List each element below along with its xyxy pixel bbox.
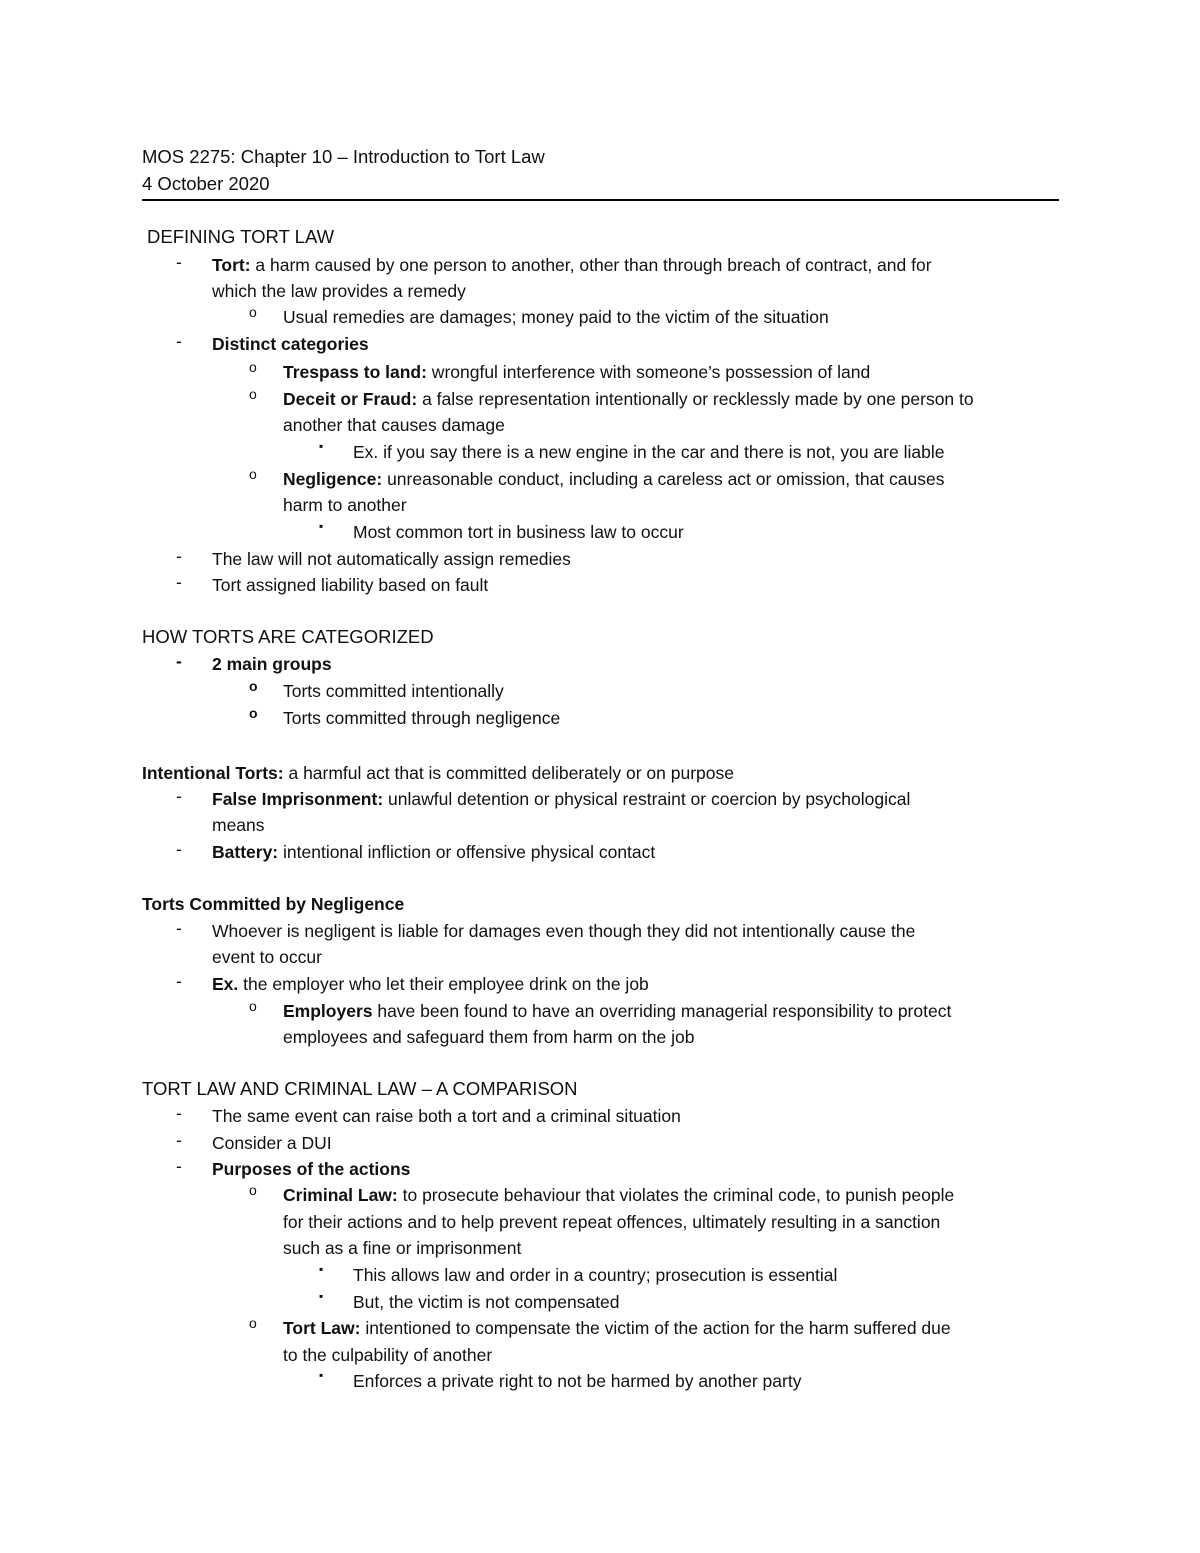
list-item-continuation: harm to another: [283, 495, 407, 515]
square-bullet: ▪: [319, 1262, 324, 1276]
list-item: Consider a DUI: [212, 1133, 332, 1153]
list-item-continuation: such as a fine or imprisonment: [283, 1238, 522, 1258]
circle-bullet: o: [249, 678, 258, 694]
term: Tort Law:: [283, 1318, 361, 1338]
term: Trespass to land:: [283, 362, 427, 382]
list-item-continuation: employees and safeguard them from harm on the job: [283, 1027, 695, 1047]
list-item: Negligence: unreasonable conduct, including a careless act or omission, that causes: [283, 469, 945, 489]
dash-bullet: -: [176, 546, 182, 566]
term: Employers: [283, 1001, 373, 1021]
circle-bullet: o: [249, 386, 257, 402]
term: False Imprisonment:: [212, 789, 384, 809]
list-item-continuation: means: [212, 815, 265, 835]
term: Intentional Torts:: [142, 763, 284, 783]
square-bullet: ▪: [319, 1289, 324, 1303]
section-heading-categorized: HOW TORTS ARE CATEGORIZED: [142, 626, 434, 647]
list-item: Usual remedies are damages; money paid to the victim of the situation: [283, 307, 829, 327]
dash-bullet: -: [176, 1103, 182, 1123]
list-item: False Imprisonment: unlawful detention or physical restraint or coercion by psychological: [212, 789, 911, 809]
list-item: Torts committed intentionally: [283, 681, 504, 701]
dash-bullet: -: [176, 839, 182, 859]
list-item: This allows law and order in a country; prosecution is essential: [353, 1265, 838, 1285]
list-item: The law will not automatically assign remedies: [212, 549, 571, 569]
list-item: Deceit or Fraud: a false representation intentionally or recklessly made by one person to: [283, 389, 974, 409]
circle-bullet: o: [249, 705, 258, 721]
list-item: Whoever is negligent is liable for damages even though they did not intentionally cause the: [212, 921, 916, 941]
list-item: Battery: intentional infliction or offensive physical contact: [212, 842, 656, 862]
list-item-continuation: for their actions and to help prevent repeat offences, ultimately resulting in a sanction: [283, 1212, 941, 1232]
list-item: Most common tort in business law to occur: [353, 522, 684, 542]
list-item: The same event can raise both a tort and a criminal situation: [212, 1106, 681, 1126]
document-date: 4 October 2020: [142, 173, 270, 194]
dash-bullet: -: [176, 918, 182, 938]
circle-bullet: o: [249, 998, 257, 1014]
document-header: [142, 143, 1059, 201]
term: Battery:: [212, 842, 279, 862]
circle-bullet: o: [249, 466, 257, 482]
dash-bullet: -: [176, 1156, 182, 1176]
circle-bullet: o: [249, 359, 257, 375]
list-item: [212, 1156, 410, 1182]
list-item-continuation: which the law provides a remedy: [212, 281, 466, 301]
term: Criminal Law:: [283, 1185, 398, 1205]
list-item: Ex. if you say there is a new engine in the car and there is not, you are liable: [353, 442, 945, 462]
list-item-continuation: another that causes damage: [283, 415, 505, 435]
dash-bullet: -: [176, 971, 182, 991]
circle-bullet: o: [249, 1182, 257, 1198]
list-item: Tort assigned liability based on fault: [212, 575, 489, 595]
term: Ex.: [212, 974, 239, 994]
dash-bullet: -: [176, 651, 182, 671]
square-bullet: ▪: [319, 439, 324, 453]
square-bullet: ▪: [319, 1368, 324, 1382]
section-heading-negligence: Torts Committed by Negligence: [142, 894, 405, 914]
term: Distinct categories: [212, 334, 369, 354]
square-bullet: ▪: [319, 519, 324, 533]
list-item-continuation: to the culpability of another: [283, 1345, 493, 1365]
list-item: [212, 651, 332, 677]
dash-bullet: -: [176, 572, 182, 592]
section-heading-defining: DEFINING TORT LAW: [147, 226, 335, 247]
term: 2 main groups: [212, 654, 332, 674]
list-item: Trespass to land: wrongful interference with someone’s possession of land: [283, 362, 871, 382]
list-item: Ex. the employer who let their employee drink on the job: [212, 974, 649, 994]
list-item: Tort Law: intentioned to compensate the victim of the action for the harm suffered due: [283, 1318, 951, 1338]
list-item: Criminal Law: to prosecute behaviour that violates the criminal code, to punish people: [283, 1185, 955, 1205]
list-item: But, the victim is not compensated: [353, 1292, 620, 1312]
dash-bullet: -: [176, 786, 182, 806]
list-item: [212, 331, 369, 357]
dash-bullet: -: [176, 1130, 182, 1150]
document-title: MOS 2275: Chapter 10 – Introduction to Tort Law: [142, 146, 545, 167]
circle-bullet: o: [249, 304, 257, 320]
term: Purposes of the actions: [212, 1159, 411, 1179]
circle-bullet: o: [249, 1315, 257, 1331]
paragraph-intentional-torts: Intentional Torts: a harmful act that is committed deliberately or on purpose: [142, 763, 734, 783]
dash-bullet: -: [176, 252, 182, 272]
term: Deceit or Fraud:: [283, 389, 418, 409]
dash-bullet: -: [176, 331, 182, 351]
list-item-continuation: event to occur: [212, 947, 322, 967]
list-item: Torts committed through negligence: [283, 708, 561, 728]
list-item: Enforces a private right to not be harmed by another party: [353, 1371, 802, 1391]
list-item: Employers have been found to have an overriding managerial responsibility to protect: [283, 1001, 952, 1021]
section-heading-comparison: TORT LAW AND CRIMINAL LAW – A COMPARISON: [142, 1078, 578, 1099]
list-item: Tort: a harm caused by one person to another, other than through breach of contract, and for: [212, 255, 932, 275]
term: Tort:: [212, 255, 251, 275]
term: Negligence:: [283, 469, 383, 489]
